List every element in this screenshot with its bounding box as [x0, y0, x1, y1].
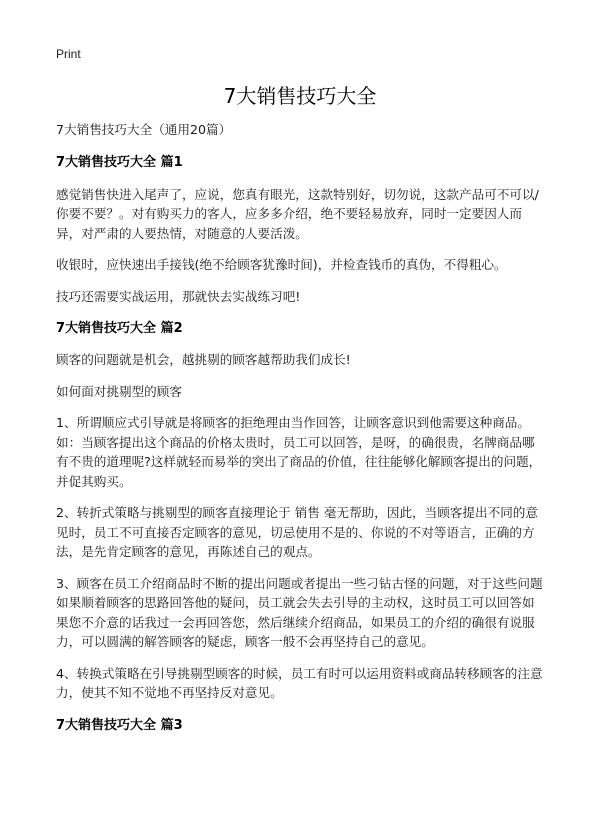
paragraph: 1、所谓顺应式引导就是将顾客的拒绝理由当作回答，让顾客意识到他需要这种商品。如：当顾客提出这个商品的价格太贵时，员工可以回答，是呀，的确很贵，名牌商品哪有不贵的道理呢?这样就轻而易举的突出了商品的价值，往往能够化解顾客提出的问题，并促其购买。 [56, 415, 542, 489]
paragraph: 2、转折式策略与挑剔型的顾客直接理论于 销售 毫无帮助，因此，当顾客提出不同的意见时，员工不可直接否定顾客的意见，切忌使用不是的、你说的不对等语言，正确的方法，是先肯定顾客的意见，再陈述自己的观点。 [56, 505, 538, 559]
document-subtitle: 7大销售技巧大全（通用20篇） [56, 122, 232, 137]
paragraph: 收银时，应快速出手接钱(绝不给顾客犹豫时间)，并检查钱币的真伪，不得粗心。 [56, 257, 507, 272]
paragraph: 顾客的问题就是机会，越挑剔的顾客越帮助我们成长! [56, 352, 351, 367]
paragraph: 4、转换式策略在引导挑剔型顾客的时候，员工有时可以运用资料或商品转移顾客的注意力，使其不知不觉地不再坚持反对意见。 [56, 665, 543, 700]
section-heading-1: 7大销售技巧大全 篇1 [56, 154, 183, 170]
section-heading-3: 7大销售技巧大全 篇3 [56, 717, 183, 733]
section-heading-2: 7大销售技巧大全 篇2 [56, 321, 183, 336]
paragraph: 技巧还需要实战运用，那就快去实战练习吧! [56, 288, 301, 304]
document-body [56, 120, 546, 735]
paragraph: 感觉销售快进入尾声了，应说，您真有眼光，这款特别好，切勿说，这款产品可不可以/你要不要？。对有购买力的客人，应多多介绍，绝不要轻易放弃，同时一定要因人而异，对严肃的人要热情，对随意的人要活泼。 [56, 186, 539, 241]
print-label: Print [56, 47, 81, 61]
paragraph: 如何面对挑剔型的顾客 [56, 383, 182, 399]
document-title: 7大销售技巧大全 [223, 84, 377, 108]
paragraph: 3、顾客在员工介绍商品时不断的提出问题或者提出一些刁钻古怪的问题，对于这些问题如果顺着顾客的思路回答他的疑问，员工就会失去引导的主动权，这时员工可以回答如果您不介意的话我过一会再回答您，然后继续介绍商品，如果员工的介绍的确很有说服力，可以圆满的解答顾客的疑虑，顾客一般不会再坚持自己的意见。 [56, 575, 543, 649]
